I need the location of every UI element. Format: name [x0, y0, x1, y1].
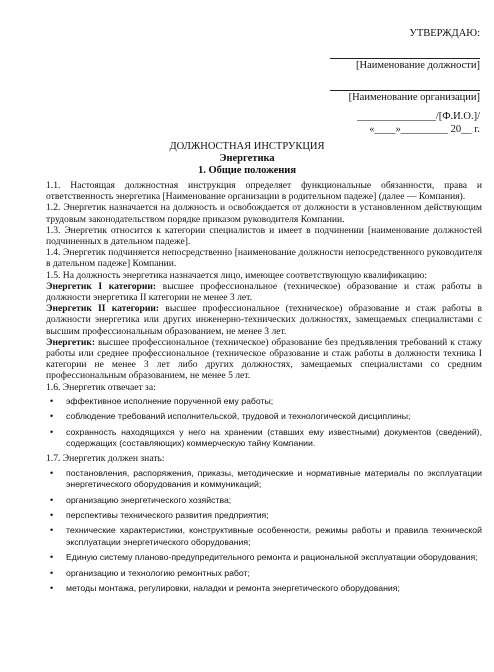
signature-rule — [330, 46, 480, 59]
position-title: Энергетика — [219, 153, 275, 164]
paragraph-1-2: 1.2. Энергетик назначается на должность и освобождается от должности в установленном действующим трудовым законодательством порядке приказом руководителя Компании. — [46, 202, 482, 225]
document-body — [46, 180, 482, 598]
bullet-dot-icon: • — [50, 411, 54, 422]
signature-rule — [330, 78, 480, 91]
bullet-dot-icon: • — [50, 567, 54, 578]
bullet-dot-icon: • — [50, 525, 54, 536]
list-item: • Единую систему планово-предупредительного ремонта и рациональной эксплуатации оборудования; — [50, 552, 478, 563]
bullet-dot-icon: • — [50, 467, 54, 478]
responsibility-list — [46, 396, 482, 450]
bullet-dot-icon: • — [50, 582, 54, 593]
organization-placeholder: [Наименование организации] — [348, 92, 480, 103]
qualification-cat0 — [46, 337, 482, 382]
list-item: • организацию и технологию ремонтных работ; — [50, 567, 250, 578]
list-item: • постановления, распоряжения, приказы, методические и нормативные материалы по эксплуатации энергетического оборудования и коммуникаций; — [50, 467, 482, 490]
bullet-dot-icon: • — [50, 509, 54, 520]
bullet-dot-icon: • — [50, 552, 54, 563]
list-item: • технические характеристики, конструктивные особенности, режимы работы и правила технической эксплуатации энергетического оборудования; — [50, 525, 482, 547]
cat1-label: Энергетик I категории: — [46, 280, 157, 292]
paragraph-1-1: 1.1. Настоящая должностная инструкция определяет функциональные обязанности, права и ответственность энергетика [Наименование организации в родительном падеже] (далее — Компания). — [46, 180, 482, 203]
list-item: • сохранность находящихся у него на хранении (ставших ему известными) документов (сведений), содержащих (составляющих) коммерческую тайну Компании. — [50, 426, 482, 449]
list-item: • организацию энергетического хозяйства; — [50, 494, 232, 505]
paragraph-1-6: 1.6. Энергетик отвечает за: — [46, 381, 156, 393]
cat0-text: высшее профессиональное (техническое) образование без предъявления требований к стажу работы или среднее профессиональное (техническое образование и стаж работы в должности техника I категории не менее 3 лет либо других должностях, замещаемых специалистами со средним профессиональным образованием, не менее 5 лет. — [46, 336, 482, 382]
position-placeholder: [Наименование должности] — [356, 60, 480, 71]
bullet-dot-icon: • — [50, 395, 54, 406]
bullet-dot-icon: • — [50, 426, 54, 437]
title-block — [0, 141, 494, 177]
date-line: «____»_________ 20__ г. — [369, 124, 480, 135]
approval-block — [330, 27, 480, 136]
signature-line: _______________/[Ф.И.О.]/ — [357, 111, 480, 122]
paragraph-1-3: 1.3. Энергетик относится к категории специалистов и имеет в подчинении [наименование должностей подчиненных в дательном падеже]. — [46, 224, 482, 248]
approve-label: УТВЕРЖДАЮ: — [409, 28, 480, 39]
cat2-label: Энергетик II категории: — [46, 303, 160, 315]
paragraph-1-7: 1.7. Энергетик должен знать: — [46, 453, 165, 465]
cat2-text: высшее профессиональное (техническое) образование и стаж работы в должности энергетика или других инженерно-технических должностях, замещаемых специалистами с высшим профессиональным образованием, не менее 3 лет. — [46, 303, 482, 337]
section-title: 1. Общие положения — [197, 165, 297, 176]
cat0-label: Энергетик: — [46, 336, 96, 348]
qualification-cat2 — [46, 303, 482, 337]
qualification-cat1 — [46, 281, 482, 303]
list-item: • перспективы технического развития предприятия; — [50, 509, 269, 520]
paragraph-1-4: 1.4. Энергетик подчиняется непосредственно [наименование должности непосредственного руководителя в дательном падеже] Компании. — [46, 247, 482, 270]
list-item: • методы монтажа, регулировки, наладки и ремонта энергетического оборудования; — [50, 582, 400, 593]
bullet-dot-icon: • — [50, 494, 54, 505]
cat1-text: высшее профессиональное (техническое) образование и стаж работы в должности энергетика II категории не менее 3 лет. — [46, 280, 482, 304]
knowledge-list — [46, 468, 482, 595]
list-item: • эффективное исполнение порученной ему работы; — [50, 395, 274, 406]
list-item: • соблюдение требований исполнительской, трудовой и технологической дисциплины; — [50, 411, 411, 422]
doc-type-title: ДОЛЖНОСТНАЯ ИНСТРУКЦИЯ — [169, 141, 325, 152]
paragraph-1-5: 1.5. На должность энергетика назначается лицо, имеющее соответствующую квалификацию: — [46, 269, 427, 281]
